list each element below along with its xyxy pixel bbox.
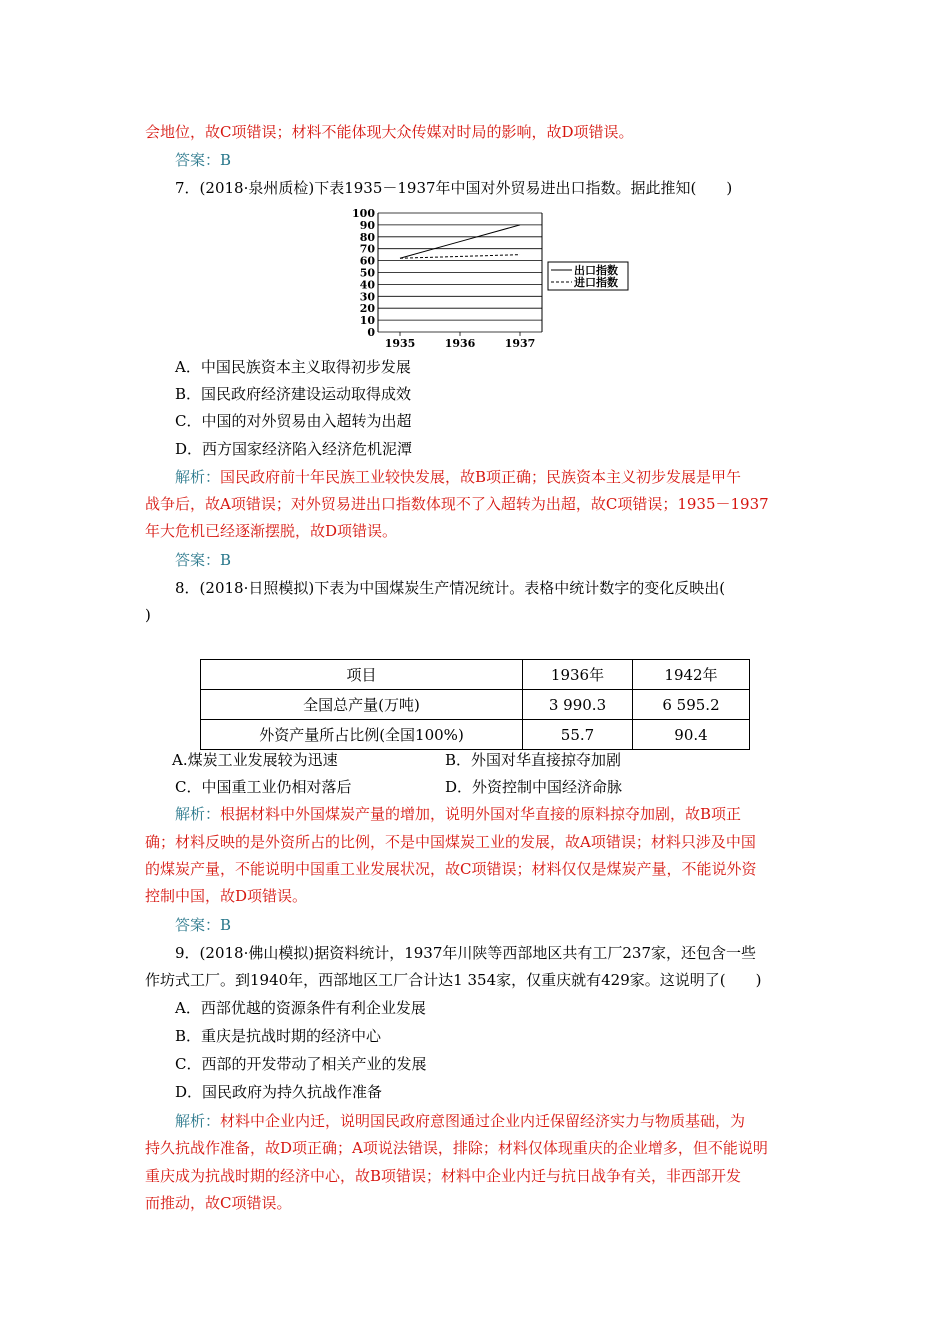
q7-answer	[175, 550, 231, 570]
q9-stem-line-1: 9．(2018·佛山模拟)据资料统计，1937年川陕等西部地区共有工厂237家，还包含一些	[175, 944, 756, 962]
answer-label: 答案：	[175, 551, 221, 569]
analysis-label: 解析：	[175, 1112, 221, 1130]
q9-analysis-line-1	[175, 1111, 745, 1131]
q8-option-d: D．外资控制中国经济命脉	[445, 778, 623, 796]
trade-index-chart	[350, 205, 632, 351]
answer-label: 答案：	[175, 151, 221, 169]
q7-option-b: B．国民政府经济建设运动取得成效	[175, 385, 412, 403]
q7-analysis-line-1	[175, 467, 741, 487]
analysis-label: 解析：	[175, 805, 221, 823]
y-tick-label: 20	[359, 302, 375, 316]
q8-option-b: B．外国对华直接掠夺加剧	[445, 751, 622, 769]
analysis-text: 材料中企业内迁，说明国民政府意图通过企业内迁保留经济实力与物质基础，为	[220, 1112, 746, 1130]
y-tick-label: 0	[367, 326, 375, 339]
q7-option-a: A．中国民族资本主义取得初步发展	[175, 358, 411, 376]
analysis-text: 根据材料中外国煤炭产量的增加，说明外国对华直接的原料掠夺加剧，故B项正	[220, 805, 742, 823]
y-tick-label: 30	[359, 290, 375, 304]
prev-answer	[175, 150, 231, 170]
table-header-cell: 项目	[201, 660, 523, 690]
q8-option-a: A.煤炭工业发展较为迅速	[172, 751, 338, 769]
y-tick-label: 10	[359, 314, 375, 328]
q9-analysis-line-3: 重庆成为抗战时期的经济中心，故B项错误；材料中企业内迁与抗日战争有关，非西部开发	[145, 1167, 742, 1185]
y-tick-label: 50	[359, 266, 375, 280]
chart-series	[400, 225, 520, 258]
table-header-cell: 1942年	[633, 660, 750, 690]
q9-option-c: C．西部的开发带动了相关产业的发展	[175, 1055, 427, 1073]
chart-legend	[548, 262, 628, 290]
answer-value: B	[220, 151, 232, 169]
table-cell: 3 990.3	[523, 690, 633, 720]
q8-analysis-line-3: 的煤炭产量，不能说明中国重工业发展状况，故C项错误；材料仅仅是煤炭产量，不能说外资	[145, 860, 757, 878]
table-header-cell: 1936年	[523, 660, 633, 690]
y-tick-label: 80	[359, 230, 375, 244]
legend-label: 出口指数	[574, 264, 618, 277]
x-tick-label: 1936	[444, 337, 476, 350]
table-row	[201, 690, 750, 720]
q8-analysis-line-2: 确；材料反映的是外资所占的比例，不是中国煤炭工业的发展，故A项错误；材料只涉及中国	[145, 833, 756, 851]
chart-x-ticks	[385, 332, 536, 350]
legend-label: 进口指数	[574, 276, 618, 289]
table-row	[201, 720, 750, 750]
table-cell: 90.4	[633, 720, 750, 750]
table-cell: 6 595.2	[633, 690, 750, 720]
answer-value: B	[220, 916, 232, 934]
table-cell: 全国总产量(万吨)	[201, 690, 523, 720]
answer-label: 答案：	[175, 916, 221, 934]
analysis-label: 解析：	[175, 468, 221, 486]
q8-analysis-line-4: 控制中国，故D项错误。	[145, 887, 308, 905]
q9-analysis-line-4: 而推动，故C项错误。	[145, 1194, 292, 1212]
coal-production-table	[200, 659, 750, 750]
q9-analysis-line-2: 持久抗战作准备，故D项正确；A项说法错误，排除；材料仅体现重庆的企业增多，但不能说明	[145, 1139, 768, 1157]
q9-option-b: B．重庆是抗战时期的经济中心	[175, 1027, 382, 1045]
q7-analysis-line-2: 战争后，故A项错误；对外贸易进出口指数体现不了入超转为出超，故C项错误；1935－1937	[145, 495, 769, 513]
q8-stem-line-1: 8．(2018·日照模拟)下表为中国煤炭生产情况统计。表格中统计数字的变化反映出(	[175, 579, 726, 597]
q8-option-c: C．中国重工业仍相对落后	[175, 778, 352, 796]
import-index-line	[400, 255, 520, 259]
q7-option-d: D．西方国家经济陷入经济危机泥潭	[175, 440, 413, 458]
prev-analysis-tail: 会地位，故C项错误；材料不能体现大众传媒对时局的影响，故D项错误。	[145, 123, 634, 141]
x-tick-label: 1937	[504, 337, 536, 350]
q9-option-d: D．国民政府为持久抗战作准备	[175, 1083, 383, 1101]
analysis-text: 国民政府前十年民族工业较快发展，故B项正确；民族资本主义初步发展是甲午	[220, 468, 742, 486]
q9-stem-line-2: 作坊式工厂。到1940年，西部地区工厂合计达1 354家，仅重庆就有429家。这说明了( )	[145, 971, 762, 989]
q8-answer	[175, 915, 231, 935]
answer-value: B	[220, 551, 232, 569]
y-tick-label: 60	[359, 254, 375, 268]
table-cell: 55.7	[523, 720, 633, 750]
q8-analysis-line-1	[175, 804, 741, 824]
y-tick-label: 100	[352, 207, 375, 220]
chart-grid	[378, 213, 542, 332]
y-tick-label: 70	[359, 242, 375, 256]
q8-stem-line-2: )	[145, 606, 151, 624]
export-index-line	[400, 225, 520, 258]
q7-option-c: C．中国的对外贸易由入超转为出超	[175, 412, 412, 430]
chart-y-ticks	[352, 207, 375, 339]
table-header-row	[201, 660, 750, 690]
y-tick-label: 40	[359, 278, 375, 292]
x-tick-label: 1935	[384, 337, 416, 350]
y-tick-label: 90	[359, 218, 375, 232]
q9-option-a: A．西部优越的资源条件有利企业发展	[175, 999, 426, 1017]
q7-analysis-line-3: 年大危机已经逐渐摆脱，故D项错误。	[145, 522, 398, 540]
table-cell: 外资产量所占比例(全国100%)	[201, 720, 523, 750]
q7-stem: 7．(2018·泉州质检)下表1935－1937年中国对外贸易进出口指数。据此推知( )	[175, 179, 733, 197]
